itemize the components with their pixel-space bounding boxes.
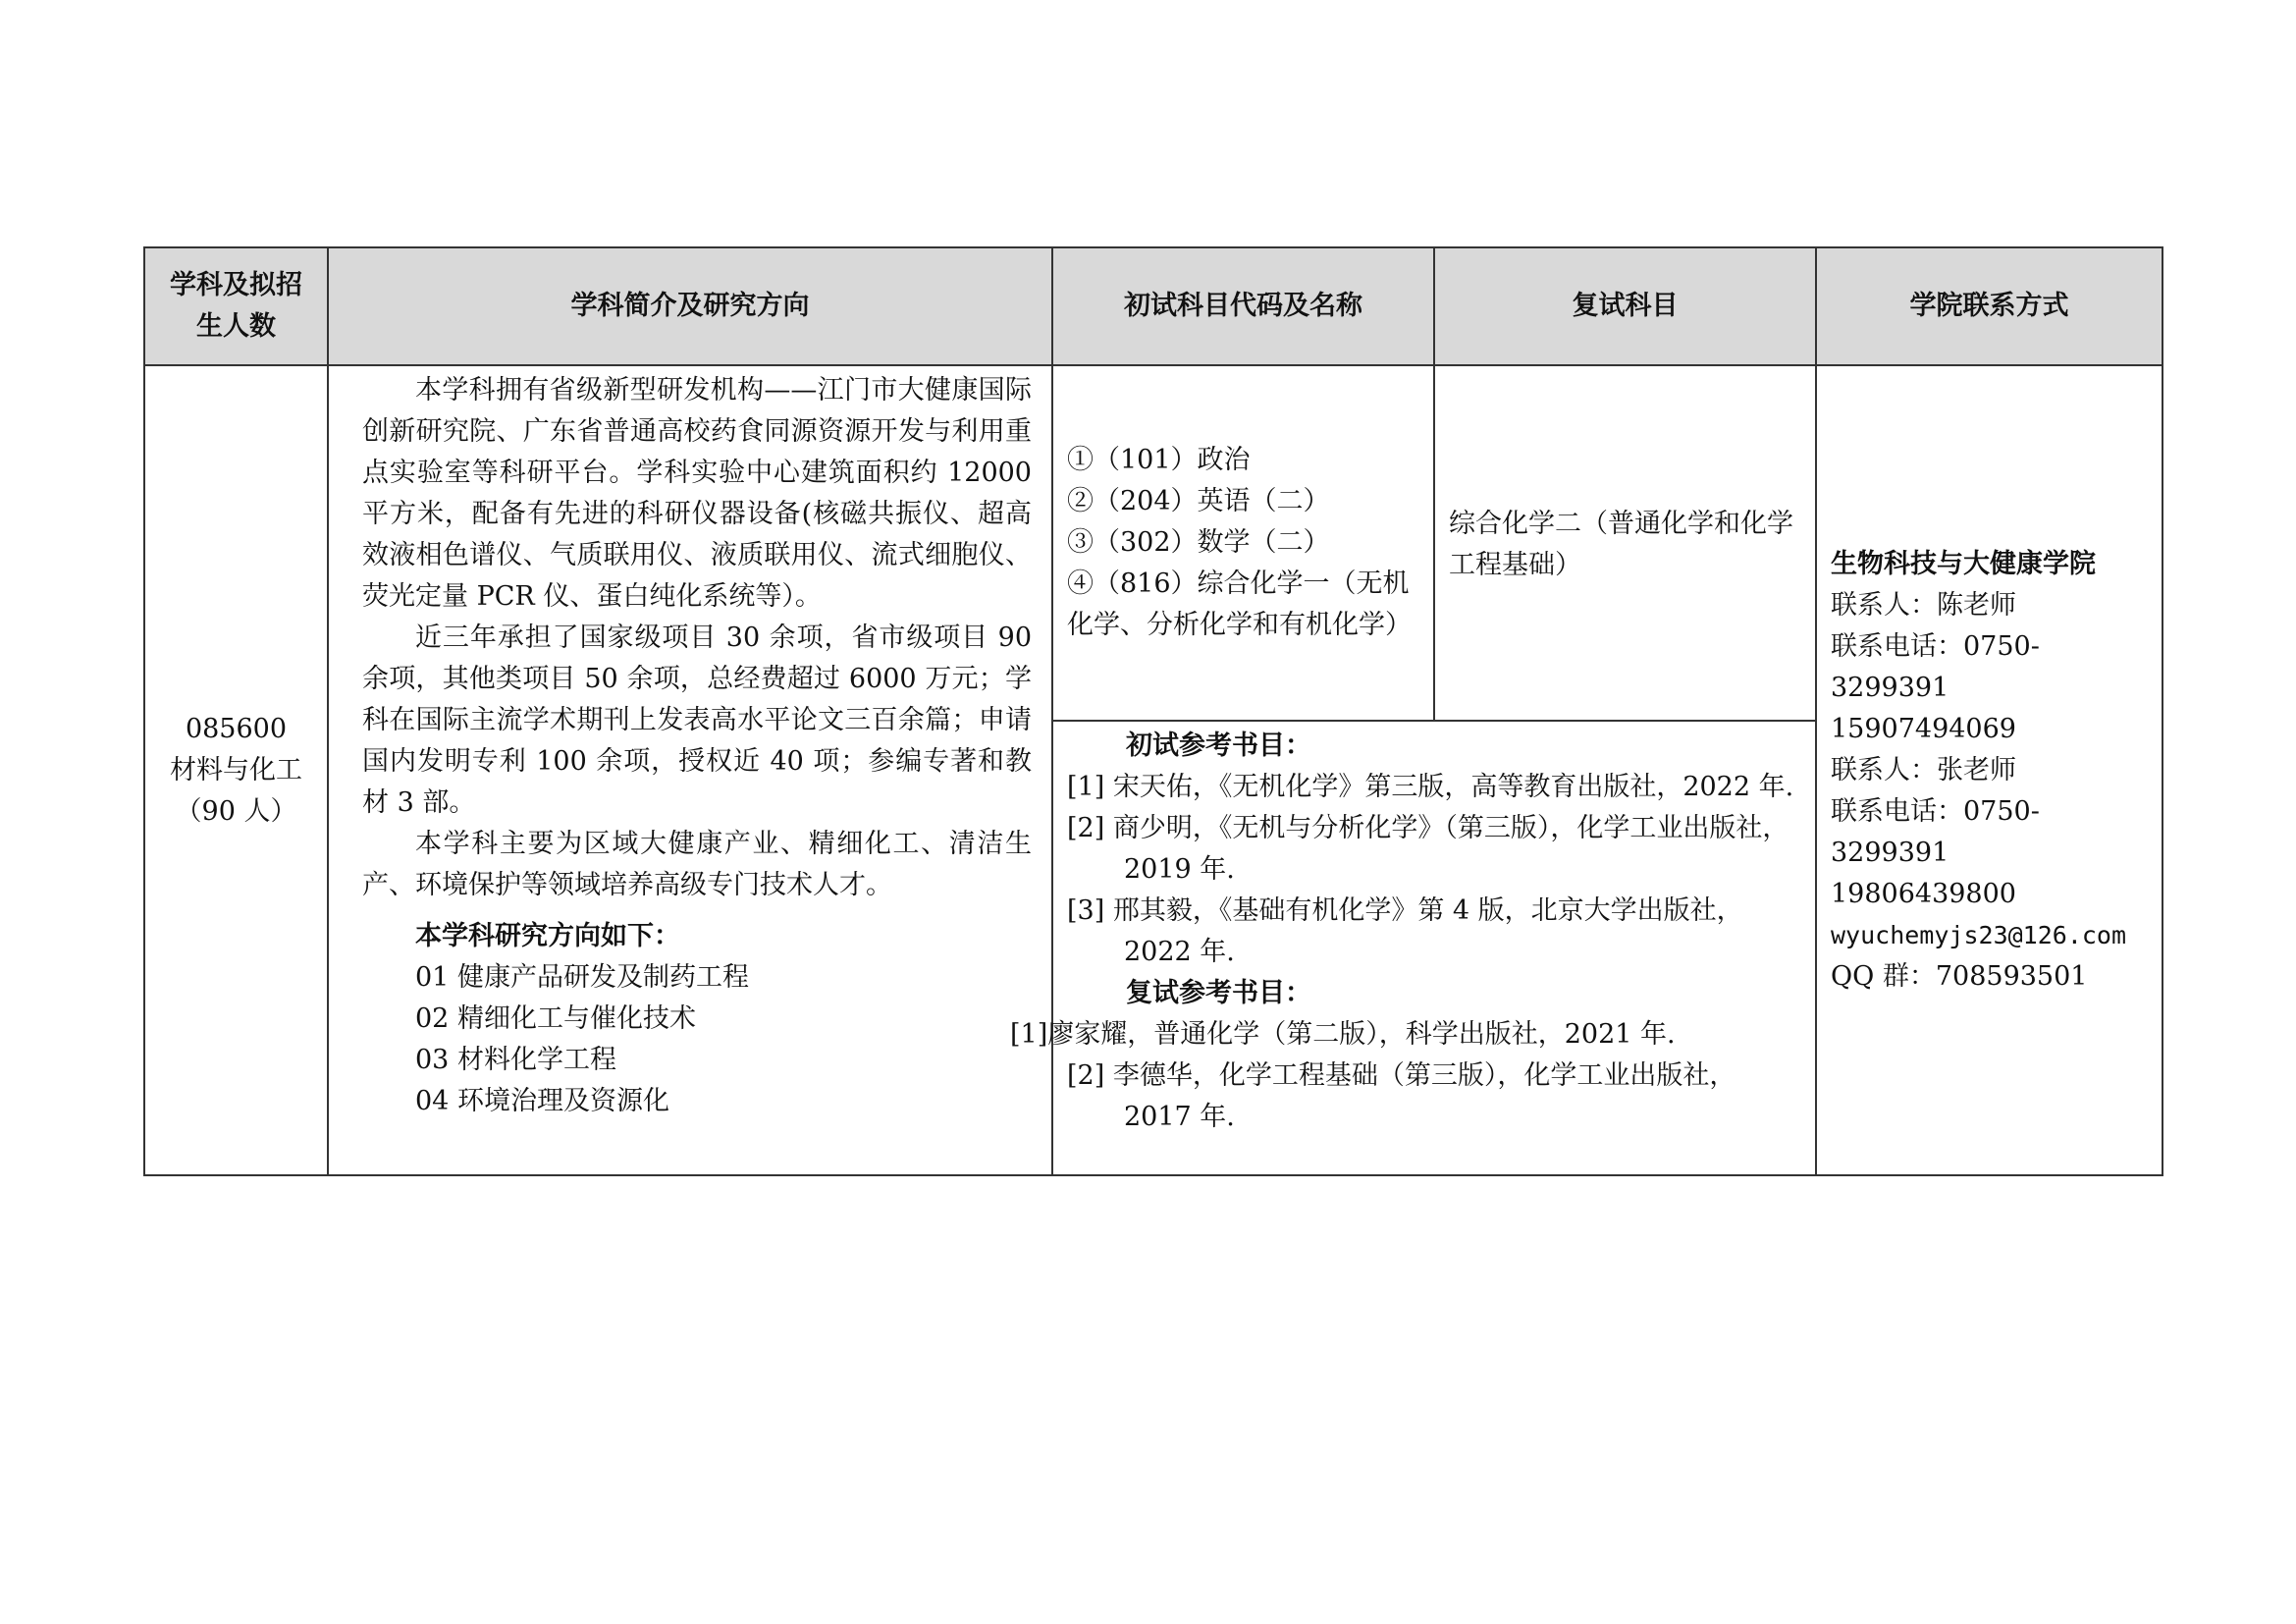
contact-phone: 联系电话：0750-3299391 — [1831, 795, 2040, 868]
header-subject — [144, 247, 328, 365]
direction-item: 02 精细化工与催化技术 — [415, 1003, 696, 1034]
direction-item: 03 材料化学工程 — [415, 1045, 616, 1075]
exam-cell — [1052, 365, 1434, 721]
admission-table-container — [143, 246, 2162, 1172]
admission-table — [143, 246, 2163, 1176]
retest-books-title: 复试参考书目： — [1126, 978, 1311, 1008]
books-cell — [1010, 721, 1816, 1175]
contact-person: 联系人：张老师 — [1831, 754, 2016, 785]
exam-subject: ①（101）政治 — [1067, 445, 1251, 475]
initial-books-title: 初试参考书目： — [1126, 731, 1311, 761]
subject-quota: （90 人） — [175, 795, 297, 827]
exam-subject: ④（816）综合化学一（无机化学、分析化学和有机化学） — [1067, 568, 1412, 640]
header-contact: 学院联系方式 — [1816, 247, 2163, 365]
header-subject-line1: 学科及拟招 — [170, 270, 302, 300]
contact-email: wyuchemyjs23@126.com — [1831, 920, 2127, 949]
contact-mobile: 15907494069 — [1831, 713, 2016, 744]
header-exam: 初试科目代码及名称 — [1052, 247, 1434, 365]
contact-qq: QQ 群：708593501 — [1831, 960, 2088, 992]
header-subject-line2: 生人数 — [196, 311, 276, 342]
retest-subject: 综合化学二（普通化学和化学工程基础） — [1449, 509, 1793, 580]
exam-subject: ②（204）英语（二） — [1067, 486, 1330, 516]
retest-book-item: [1]廖家耀，普通化学（第二版），科学出版社，2021 年. — [1010, 1019, 1676, 1050]
retest-cell — [1434, 365, 1816, 721]
header-retest: 复试科目 — [1434, 247, 1816, 365]
initial-book-item: [2] 商少明，《无机与分析化学》（第三版），化学工业出版社，2019 年. — [1067, 813, 1789, 885]
contact-college: 生物科技与大健康学院 — [1831, 548, 2096, 579]
intro-cell — [328, 365, 1052, 1175]
exam-subject: ③（302）数学（二） — [1067, 527, 1330, 558]
subject-cell — [144, 365, 328, 1175]
intro-paragraph: 本学科主要为区域大健康产业、精细化工、清洁生产、环境保护等领域培养高级专门技术人才。 — [362, 829, 1032, 900]
contact-mobile: 19806439800 — [1831, 878, 2016, 909]
intro-paragraph: 本学科拥有省级新型研发机构——江门市大健康国际创新研究院、广东省普通高校药食同源资源开发与利用重点实验室等科研平台。学科实验中心建筑面积约 12000 平方米，配备有先进的科研仪器设备(核磁共振仪、超高效液相色谱仪、气质联用仪、液质联用仪、流式细胞仪、荧光定量 PCR 仪、蛋白纯化系统等）。 — [362, 375, 1032, 612]
initial-book-item: [3] 邢其毅，《基础有机化学》第 4 版，北京大学出版社，2022 年. — [1067, 895, 1743, 967]
header-intro: 学科简介及研究方向 — [328, 247, 1052, 365]
subject-name: 材料与化工 — [170, 754, 302, 785]
data-row-upper — [144, 365, 2163, 721]
contact-cell — [1816, 365, 2163, 1175]
direction-item: 01 健康产品研发及制药工程 — [415, 962, 749, 993]
directions-title: 本学科研究方向如下： — [415, 921, 680, 951]
header-row — [144, 247, 2163, 365]
subject-code: 085600 — [185, 713, 288, 744]
contact-person: 联系人：陈老师 — [1831, 589, 2016, 621]
initial-book-item: [1] 宋天佑，《无机化学》第三版，高等教育出版社，2022 年. — [1067, 772, 1794, 802]
retest-book-item: [2] 李德华，化学工程基础（第三版），化学工业出版社，2017 年. — [1067, 1060, 1736, 1132]
direction-item: 04 环境治理及资源化 — [415, 1086, 669, 1116]
contact-phone: 联系电话：0750-3299391 — [1831, 630, 2040, 703]
intro-paragraph: 近三年承担了国家级项目 30 余项，省市级项目 90 余项，其他类项目 50 余项，总经费超过 6000 万元；学科在国际主流学术期刊上发表高水平论文三百余篇；申请国内发明专利 100 余项，授权近 40 项；参编专著和教材 3 部。 — [362, 623, 1032, 818]
